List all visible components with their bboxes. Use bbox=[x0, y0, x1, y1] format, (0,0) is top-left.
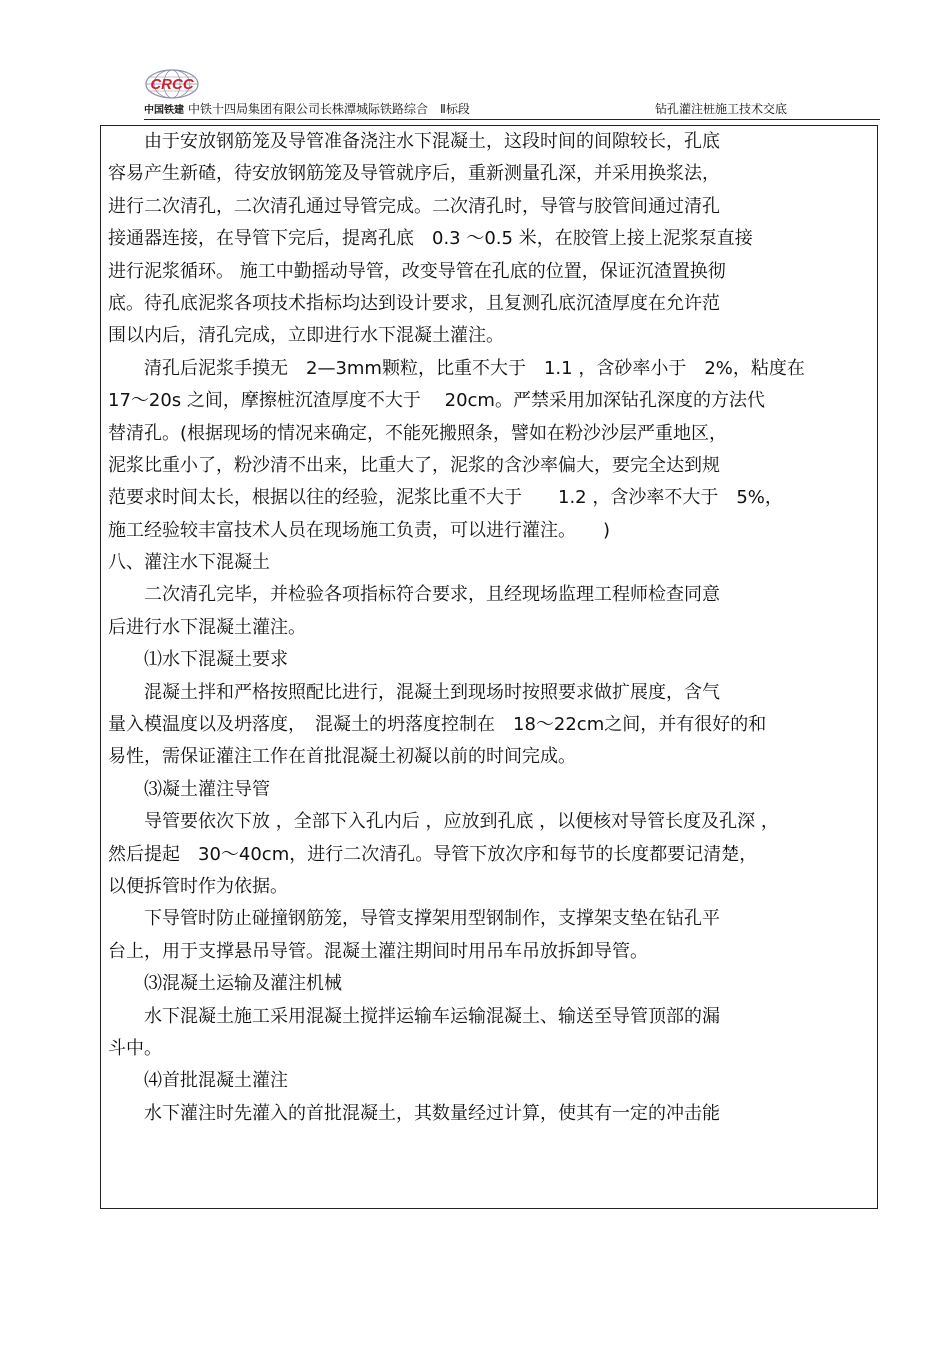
body-text-line: 八、灌注水下混凝土 bbox=[108, 552, 270, 574]
body-text-line: 进行二次清孔，二次清孔通过导管完成。二次清孔时，导管与胶管间通过清孔 bbox=[108, 195, 720, 217]
body-text-line: 泥浆比重小了，粉沙清不出来，比重大了，泥浆的含沙率偏大，要完全达到规 bbox=[108, 454, 720, 476]
body-text-line: 施工经验较丰富技术人员在现场施工负责，可以进行灌注。 ) bbox=[108, 519, 611, 541]
body-text-line: 容易产生新碴，待安放钢筋笼及导管就序后，重新测量孔深，并采用换浆法， bbox=[108, 163, 720, 185]
body-text-line: 后进行水下混凝土灌注。 bbox=[108, 616, 306, 638]
body-text-line: 水下混凝土施工采用混凝土搅拌运输车运输混凝土、输送至导管顶部的漏 bbox=[108, 1005, 720, 1027]
body-text-line: 台上，用于支撑悬吊导管。混凝土灌注期间时用吊车吊放拆卸导管。 bbox=[108, 940, 648, 962]
body-text-line: 混凝土拌和严格按照配比进行，混凝土到现场时按照要求做扩展度，含气 bbox=[108, 681, 720, 703]
body-text-line: ⑶凝土灌注导管 bbox=[108, 778, 270, 800]
body-text-line: 接通器连接，在导管下完后，提离孔底 0.3 ～0.5 米，在胶管上接上泥浆泵直接 bbox=[108, 228, 753, 250]
logo-caption: 中国铁建 bbox=[144, 105, 184, 116]
body-text-line: 17～20s 之间，摩擦桩沉渣厚度不大于 20cm。严禁采用加深钻孔深度的方法代 bbox=[108, 390, 765, 412]
body-text-line: 然后提起 30～40cm，进行二次清孔。导管下放次序和每节的长度都要记清楚， bbox=[108, 843, 758, 865]
body-text-line: 进行泥浆循环。 施工中勤摇动导管，改变导管在孔底的位置，保证沉渣置换彻 bbox=[108, 260, 726, 282]
header-company-title bbox=[144, 100, 470, 117]
page-header bbox=[100, 68, 880, 122]
header-rule bbox=[144, 119, 880, 120]
body-text-line: ⑷首批混凝土灌注 bbox=[108, 1070, 288, 1092]
body-text-line: ⑴水下混凝土要求 bbox=[108, 649, 288, 671]
document-body bbox=[108, 126, 873, 1130]
body-text-line: 斗中。 bbox=[108, 1037, 162, 1059]
body-text-line: 底。待孔底泥浆各项技术指标均达到设计要求，且复测孔底沉渣厚度在允许范 bbox=[108, 292, 720, 314]
company-segment-title: 中铁十四局集团有限公司长株潭城际铁路综合 Ⅱ标段 bbox=[188, 102, 470, 116]
body-text-line: ⑶混凝土运输及灌注机械 bbox=[108, 973, 342, 995]
body-text-line: 水下灌注时先灌入的首批混凝土，其数量经过计算，使其有一定的冲击能 bbox=[108, 1102, 720, 1124]
body-text-line: 易性，需保证灌注工作在首批混凝土初凝以前的时间完成。 bbox=[108, 746, 576, 768]
body-text-line: 以便拆管时作为依据。 bbox=[108, 875, 288, 897]
body-text-line: 围以内后，清孔完成，立即进行水下混凝土灌注。 bbox=[108, 325, 504, 347]
body-text-line: 下导管时防止碰撞钢筋笼，导管支撑架用型钢制作，支撑架支垫在钻孔平 bbox=[108, 908, 720, 930]
body-text-line: 范要求时间太长，根据以往的经验，泥浆比重不大于 1.2 ，含沙率不大于 5%， bbox=[108, 487, 783, 509]
body-text-line: 清孔后泥浆手摸无 2—3mm颗粒，比重不大于 1.1 ，含砂率小于 2%，粘度在 bbox=[108, 357, 805, 379]
body-text-line: 二次清孔完毕，并检验各项指标符合要求，且经现场监理工程师检查同意 bbox=[108, 584, 720, 606]
body-text-line: 由于安放钢筋笼及导管准备浇注水下混凝土，这段时间的间隙较长，孔底 bbox=[108, 131, 720, 152]
body-text-line: 导管要依次下放 ，全部下入孔内后 ，应放到孔底 ，以便核对导管长度及孔深 ， bbox=[108, 811, 779, 833]
body-text-line: 替清孔。(根据现场的情况来确定，不能死搬照条，譬如在粉沙沙层严重地区， bbox=[108, 422, 728, 444]
header-document-title: 钻孔灌注桩施工技术交底 bbox=[655, 102, 788, 116]
body-text-line: 量入模温度以及坍落度， 混凝土的坍落度控制在 18～22cm之间，并有很好的和 bbox=[108, 714, 767, 736]
svg-text:CRCC: CRCC bbox=[150, 76, 194, 93]
